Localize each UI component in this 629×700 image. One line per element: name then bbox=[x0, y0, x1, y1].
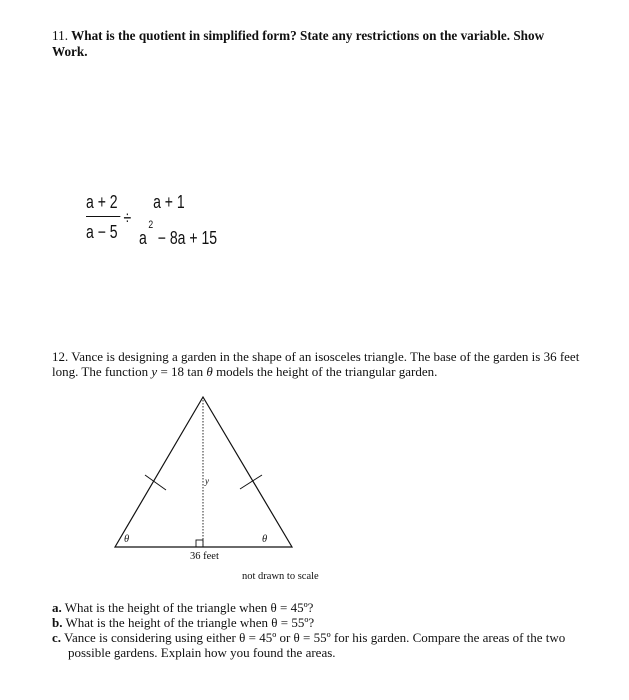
part-a-label: a. bbox=[52, 600, 62, 615]
denominator-2-base: a bbox=[139, 228, 147, 248]
line2-theta: θ bbox=[206, 364, 213, 379]
line2-eq: = 18 tan bbox=[157, 364, 207, 379]
question-11-prompt-cont: Work. bbox=[52, 44, 88, 59]
scale-note: not drawn to scale bbox=[242, 571, 319, 582]
part-c-cont: possible gardens. Explain how you found the areas. bbox=[68, 645, 336, 660]
triangle-outline bbox=[115, 397, 292, 547]
part-b-text: What is the height of the triangle when θ = 55º? bbox=[65, 615, 315, 630]
division-sign: ÷ bbox=[123, 208, 132, 228]
height-label: y bbox=[205, 476, 209, 486]
question-12-parts bbox=[52, 600, 622, 660]
base-label: 36 feet bbox=[190, 551, 219, 562]
part-c-text: Vance is considering using either θ = 45º or θ = 55º for his garden. Compare the areas of the two bbox=[64, 630, 566, 645]
line2-text-b: models the height of the triangular garden. bbox=[212, 364, 438, 379]
theta-right-label: θ bbox=[262, 534, 268, 545]
right-angle-mark bbox=[196, 540, 203, 547]
denominator-1: a − 5 bbox=[86, 222, 118, 242]
question-11-prompt: What is the quotient in simplified form? State any restrictions on the variable. Show bbox=[71, 28, 545, 43]
part-c bbox=[52, 630, 622, 645]
part-a-text: What is the height of the triangle when θ = 45º? bbox=[64, 600, 314, 615]
line2-text-a: long. The function bbox=[52, 364, 149, 379]
part-b bbox=[52, 615, 622, 630]
line2-var-y: y bbox=[151, 364, 158, 379]
question-12-line1: 12. Vance is designing a garden in the shape of an isosceles triangle. The base of the garden is 36 feet bbox=[52, 349, 580, 364]
theta-left-label: θ bbox=[124, 534, 130, 545]
part-c-label: c. bbox=[52, 630, 62, 645]
denominator-2-rest: − 8a + 15 bbox=[157, 228, 218, 248]
part-b-label: b. bbox=[52, 615, 63, 630]
numerator-2: a + 1 bbox=[153, 192, 185, 212]
part-a bbox=[52, 600, 622, 615]
question-11-number: 11. bbox=[52, 28, 68, 43]
numerator-1: a + 2 bbox=[86, 192, 118, 212]
denominator-2-exponent: 2 bbox=[148, 219, 154, 231]
